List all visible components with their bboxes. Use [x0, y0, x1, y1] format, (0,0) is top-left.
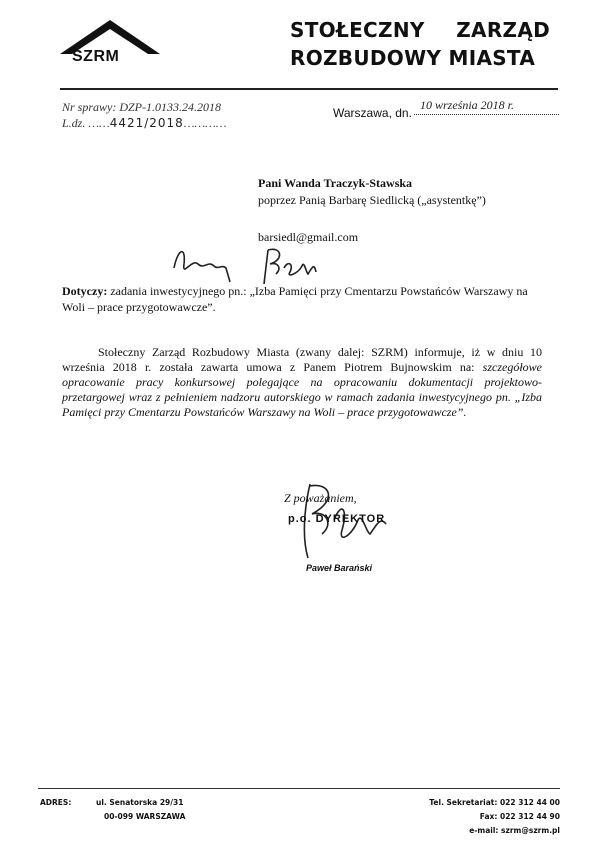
body-intro: Stołeczny Zarząd Rozbudowy Miasta (zwany dalej: SZRM) informuje, iż w dniu 10 września 2018 r. została zawarta umowa z Panem Piotrem Bujnowskim na:: [62, 345, 542, 374]
subject-label: Dotyczy:: [62, 284, 108, 298]
recipient-via: poprzez Panią Barbarę Siedlicką („asystentkę”): [258, 193, 486, 207]
header-divider: [60, 88, 558, 90]
logo-text: SZRM: [72, 48, 120, 65]
footer-fax: Fax: 022 312 44 90: [479, 812, 560, 821]
signer-name: Paweł Barański: [306, 563, 373, 573]
org-name-word1: STOŁECZNY: [290, 18, 425, 42]
footer-street: ul. Senatorska 29/31: [96, 798, 184, 807]
body-contract-scope: szczegółowe opracowanie pracy konkursowej polegające na opracowaniu dokumentacji projektowo-przetargowej wraz z pełnieniem nadzoru autorskiego w ramach zadania inwestycyjnego pn. „Izba Pamięci przy Cmentarzu Powstańców Warszawy na Woli – prace przygotowawcze”.: [62, 360, 542, 419]
footer-city: 00-099 WARSZAWA: [104, 812, 186, 821]
recipient-email: barsiedl@gmail.com: [258, 230, 359, 244]
recipient-name: Pani Wanda Traczyk-Stawska: [258, 176, 413, 190]
footer-address-label: ADRES:: [40, 798, 72, 807]
handwritten-initials-icon: [168, 238, 348, 288]
log-number: [62, 116, 227, 131]
date-value: 10 września 2018 r.: [420, 98, 515, 112]
place-label: Warszawa, dn.: [333, 106, 412, 120]
closing-phrase: Z poważaniem,: [284, 491, 357, 505]
log-number-trail: …………: [183, 116, 227, 130]
footer-email: e-mail: szrm@szrm.pl: [469, 826, 560, 835]
subject: [62, 283, 542, 315]
letter-body: [62, 345, 542, 420]
date-dots: [414, 114, 559, 115]
case-number: Nr sprawy: DZP-1.0133.24.2018: [62, 100, 222, 114]
signer-title: p.o. DYREKTOR: [288, 513, 386, 525]
log-number-value: 4421/2018: [109, 116, 184, 130]
footer-phone: Tel. Sekretariat: 022 312 44 00: [429, 798, 560, 807]
footer-divider: [38, 788, 560, 789]
org-name-word2: ZARZĄD: [456, 18, 550, 42]
org-name-line2: ROZBUDOWY MIASTA: [290, 46, 536, 70]
org-name-line1: [290, 18, 550, 42]
log-number-label: L.dz. ……: [62, 116, 110, 130]
subject-text: zadania inwestycyjnego pn.: „Izba Pamięci przy Cmentarzu Powstańców Warszawy na Woli – prace przygotowawcze”.: [62, 284, 528, 314]
